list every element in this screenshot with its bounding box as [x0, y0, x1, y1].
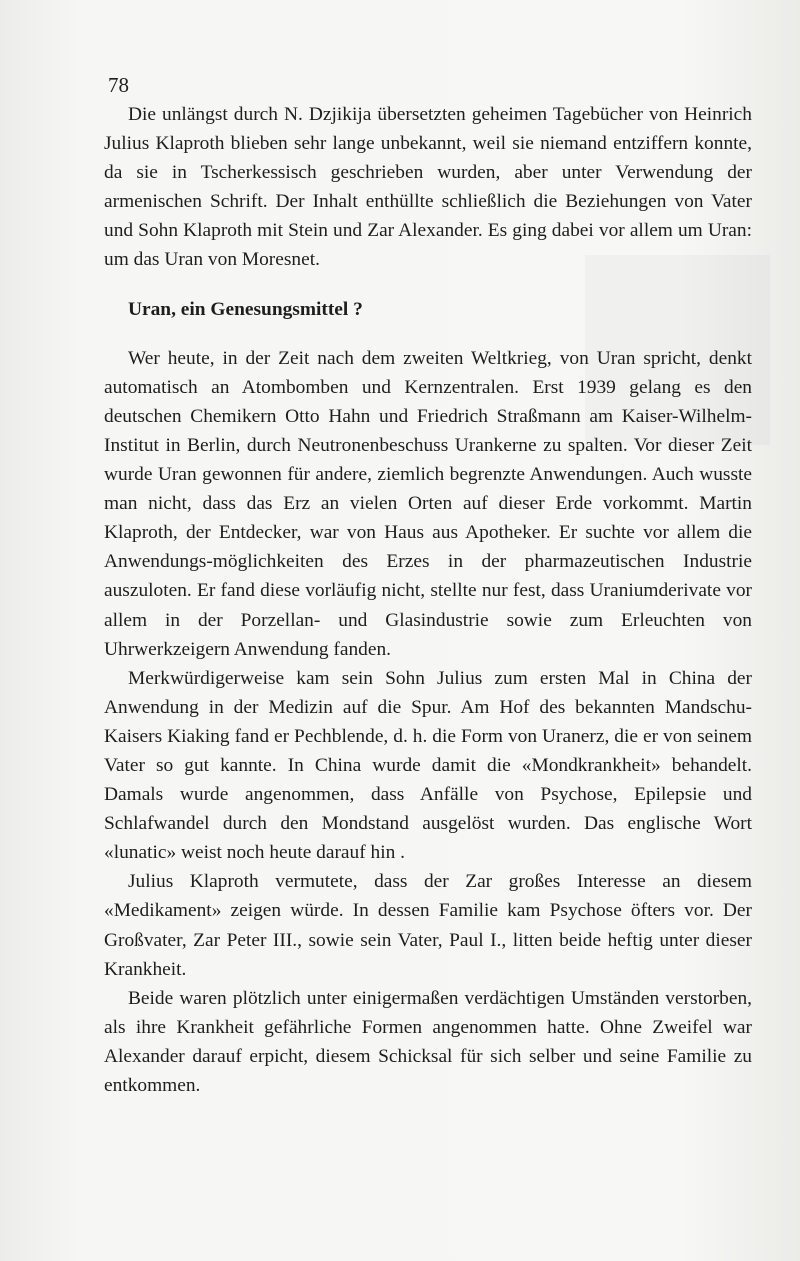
page-number: 78: [108, 73, 129, 97]
paragraph: Wer heute, in der Zeit nach dem zweiten Weltkrieg, von Uran spricht, denkt automatisch an Atombomben und Kernzentralen. Erst 1939 gelang es den deutschen Chemikern Otto Hahn und Friedrich Straßmann am Kaiser-Wilhelm-Institut in Berlin, durch Neutronenbeschuss Urankerne zu spalten. Vor dieser Zeit wurde Uran gewonnen für andere, ziemlich begrenzte Anwendungen. Auch wusste man nicht, dass das Erz an vielen Orten auf dieser Erde vorkommt. Martin Klaproth, der Entdecker, war von Haus aus Apotheker. Er suchte vor allem die Anwendungs-möglichkeiten des Erzes in der pharmazeutischen Industrie auszuloten. Er fand diese vorläufig nicht, stellte nur fest, dass Uraniumderivate vor allem in der Porzellan- und Glasindustrie sowie zum Erleuchten von Uhrwerkzeigern Anwendung fanden.: [104, 347, 752, 660]
intro-paragraph: Die unlängst durch N. Dzjikija übersetzten geheimen Tagebücher von Heinrich Julius Klaproth blieben sehr lange unbekannt, weil sie niemand entziffern konnte, da sie in Tscherkessisch geschrieben wurden, aber unter Verwendung der armenischen Schrift. Der Inhalt enthüllte schließlich die Beziehungen von Vater und Sohn Klaproth mit Stein und Zar Alexander. Es ging dabei vor allem um Uran: um das Uran von Moresnet.: [104, 104, 752, 271]
section-heading: Uran, ein Genesungsmittel ?: [128, 298, 363, 320]
paragraph: Merkwürdigerweise kam sein Sohn Julius zum ersten Mal in China der Anwendung in der Medizin auf die Spur. Am Hof des bekannten Mandschu-Kaisers Kiaking fand er Pechblende, d. h. die Form von Uranerz, die er von seinem Vater so gut kannte. In China wurde damit die «Mondkrankheit» behandelt. Damals wurde angenommen, dass Anfälle von Psychose, Epilepsie und Schlafwandel durch den Mondstand ausgelöst wurden. Das englische Wort «lunatic» weist noch heute darauf hin .: [104, 667, 752, 864]
paragraph: Beide waren plötzlich unter einigermaßen verdächtigen Umständen verstorben, als ihre Krankheit gefährliche Formen angenommen hatte. Ohne Zweifel war Alexander darauf erpicht, diesem Schicksal für sich selber und seine Familie zu entkommen.: [104, 987, 752, 1096]
body-text: [104, 100, 752, 1100]
paragraph: Julius Klaproth vermutete, dass der Zar großes Interesse an diesem «Medikament» zeigen würde. In dessen Familie kam Psychose öfters vor. Der Großvater, Zar Peter III., sowie sein Vater, Paul I., litten beide heftig unter dieser Krankheit.: [104, 871, 752, 980]
